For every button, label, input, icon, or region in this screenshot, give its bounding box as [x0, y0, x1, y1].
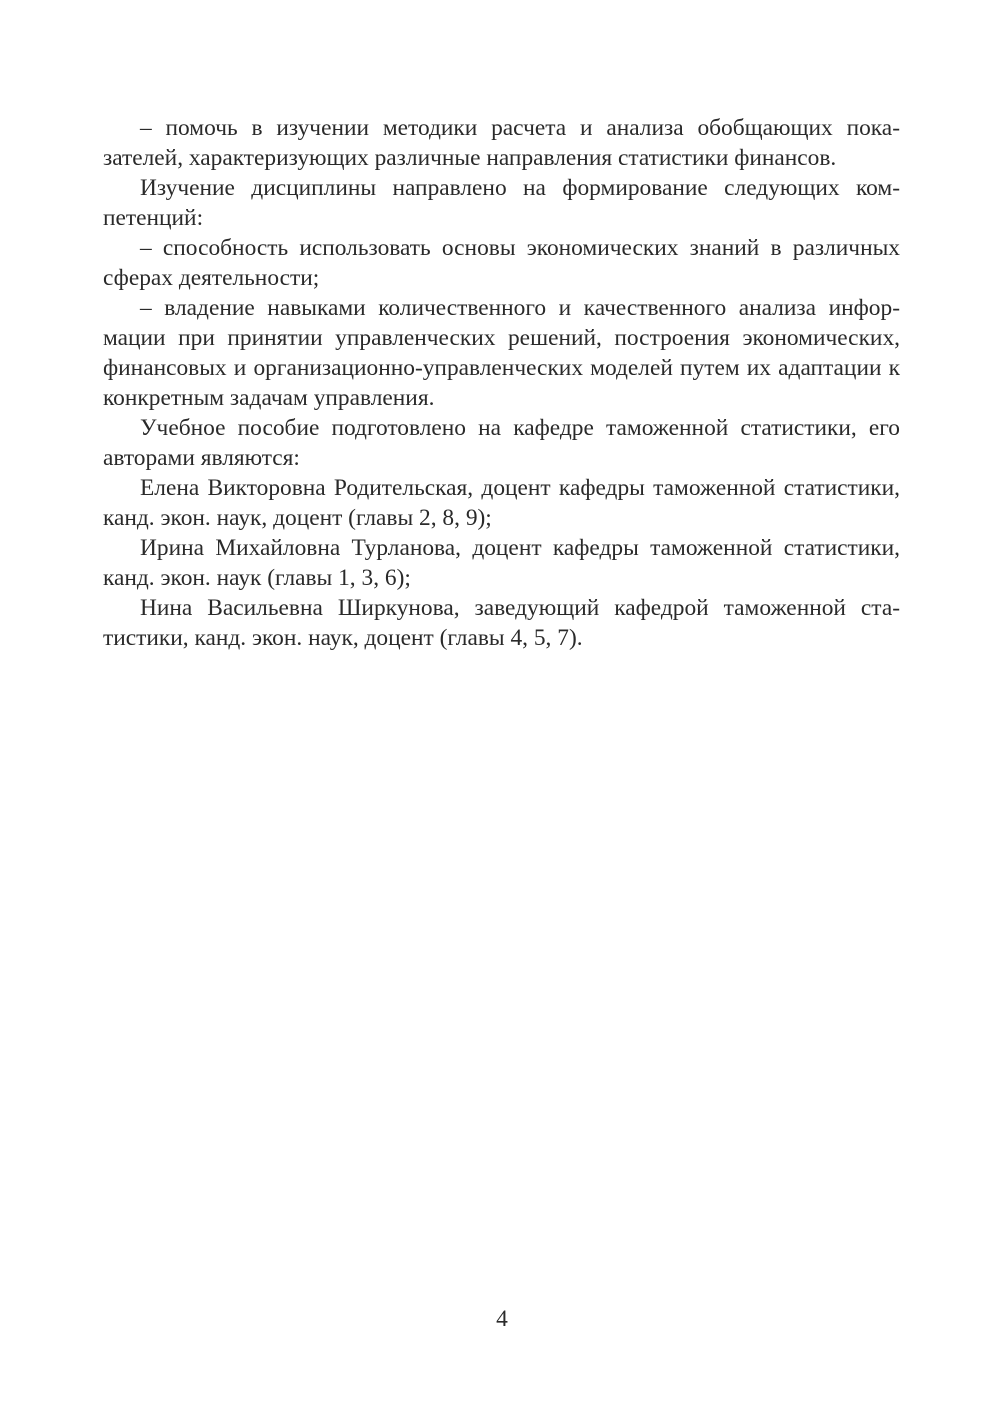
paragraph-competency-2: – владение навыками количественного и качественного анализа информации при принятии управленческих решений, построения экономических, финансовых и организационно-управленческих моделей путем их адаптации к конкретным задачам управления.	[103, 295, 900, 411]
paragraph-author-3: Нина Васильевна Ширкунова, заведующий кафедрой таможенной статистики, канд. экон. наук, доцент (главы 4, 5, 7).	[103, 595, 900, 651]
page-body	[103, 113, 900, 653]
paragraph-goal-bullet: – помочь в изучении методики расчета и анализа обобщающих показателей, характеризующих различные направления статистики финансов.	[103, 115, 900, 171]
paragraph-competencies-intro: Изучение дисциплины направлено на формирование следующих компетенций:	[103, 175, 900, 231]
paragraph-author-1: Елена Викторовна Родительская, доцент кафедры таможенной статистики, канд. экон. наук, доцент (главы 2, 8, 9);	[103, 475, 900, 531]
paragraph-competency-1: – способность использовать основы экономических знаний в различных сферах деятельности;	[103, 235, 900, 291]
paragraph-author-2: Ирина Михайловна Турланова, доцент кафедры таможенной статистики, канд. экон. наук (главы 1, 3, 6);	[103, 535, 900, 591]
paragraph-authors-intro: Учебное пособие подготовлено на кафедре таможенной статистики, его авторами являются:	[103, 415, 900, 471]
page-number: 4	[496, 1306, 508, 1332]
